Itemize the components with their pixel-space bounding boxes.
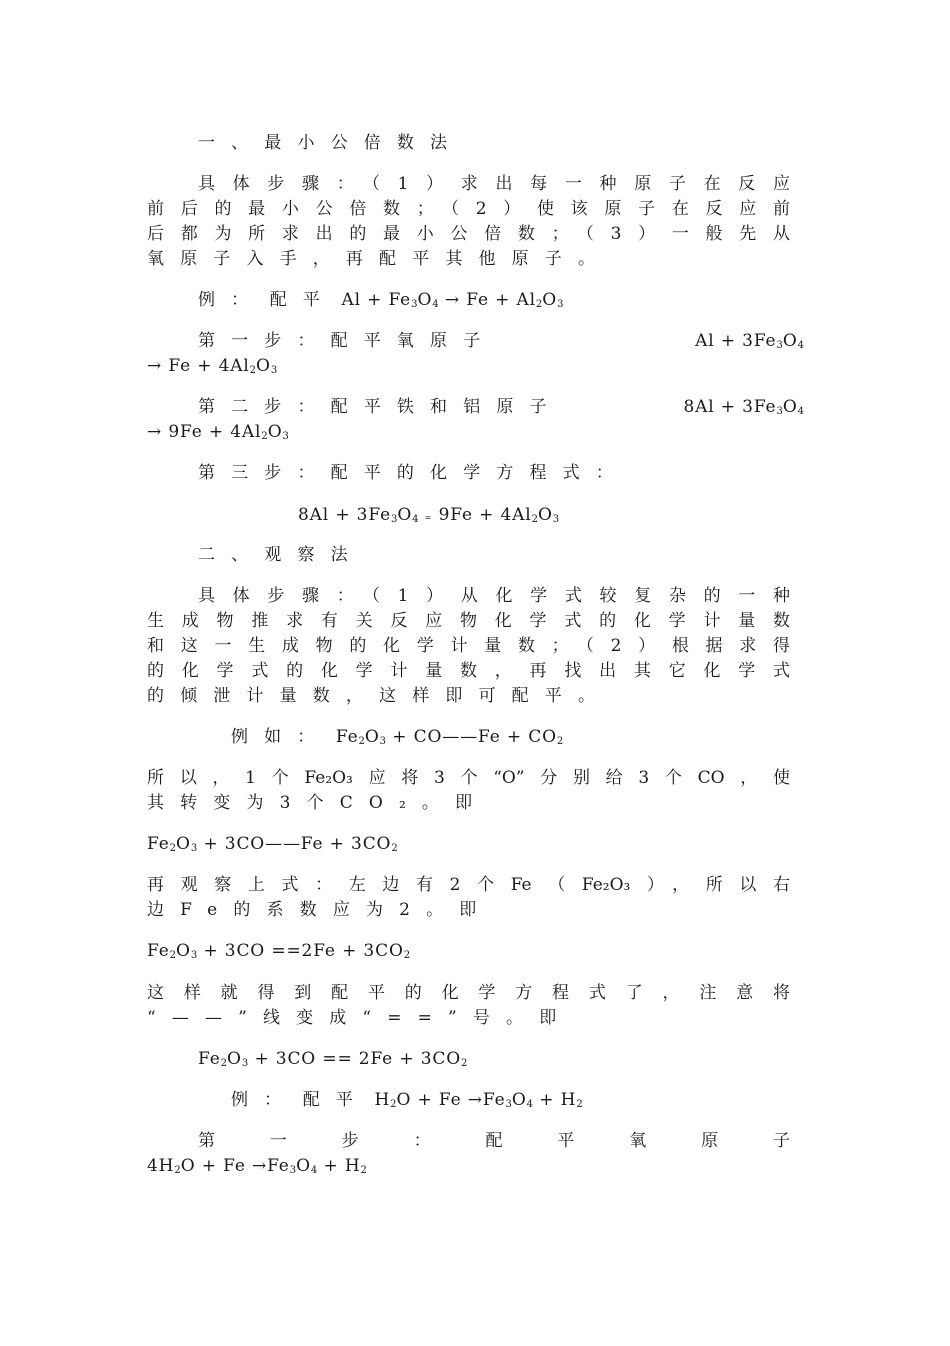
method2-example (231, 725, 731, 754)
method2-para3-line-2: “——”线变成“==”号。即 (147, 1008, 573, 1028)
example-text: 配平 (302, 1090, 370, 1110)
example-label: 例： (231, 1090, 298, 1110)
method2-steps-line-5: 的倾泄计量数，这样即可配平。 (147, 686, 612, 706)
method2-equation-3: $Fe_2O_3 + 3CO == 2Fe + 3CO_2$ (198, 1049, 468, 1069)
equation: $Fe_2O_3$ + CO——Fe + $CO_2$ (335, 727, 564, 747)
method1-step1 (198, 329, 804, 354)
example-text: 配平 (269, 290, 337, 310)
equation: $H_2O + Fe \to Fe_3O_4 + H_2$ (374, 1090, 583, 1110)
method2-steps-line-4: 的化学式的化学计量数，再找出其它化学式 (147, 661, 790, 681)
method1-steps-line-2: 前后的最小公倍数；（2）使该原子在反应前 (147, 199, 790, 219)
method1-step3: 第三步：配平的化学方程式： (198, 463, 629, 483)
method2-para3-line-1: 这样就得到配平的化学方程式了，注意将 (147, 983, 790, 1003)
method2-steps-line-1: 具体步骤：（1）从化学式较复杂的一种 (198, 586, 790, 606)
method2-para2-line-2: 边Fe的系数应为2。即 (147, 900, 493, 920)
method1-heading: 一、最小公倍数法 (198, 133, 464, 153)
method1-step2-equation-cont: → $9Fe + 4Al_2O_3$ (147, 422, 289, 442)
method2-steps-line-2: 生成物推求有关反应物化学式的化学计量数 (147, 611, 790, 631)
method1-steps-line-1: 具体步骤：（1）求出每一种原子在反应 (198, 174, 790, 194)
step-label: 第二步：配平铁和铝原子 (198, 397, 563, 417)
method1-example (198, 288, 790, 317)
step-label: 第一步：配平氧原子 (198, 331, 497, 351)
method2-step1-equation: $4H_2O + Fe \to Fe_3O_4 + H_2$ (147, 1156, 367, 1176)
method1-steps-line-4: 氧原子入手，再配平其他原子。 (147, 249, 612, 269)
equation: $Al + Fe_3O_4 \to Fe + Al_2O_3$ (341, 290, 564, 310)
method1-steps-line-3: 后都为所求出的最小公倍数；（3）一般先从 (147, 224, 790, 244)
method1-final-equation: $8Al + 3Fe_3O_4 = 9Fe + 4Al_2O_3$ (298, 505, 560, 525)
example-label: 例如： (231, 727, 331, 747)
method2-equation-2: $Fe_2O_3 + 3CO ==2Fe + 3CO_2$ (147, 941, 411, 961)
example-label: 例： (198, 290, 265, 310)
method2-steps-line-3: 和这一生成物的化学计量数；（2）根据求得 (147, 636, 790, 656)
method2-example-2 (231, 1088, 731, 1117)
method2-step1: 第一步：配平氧原子 (198, 1131, 790, 1151)
method1-step2 (198, 395, 804, 420)
equation: $8Al + 3Fe_3O_4$ (683, 397, 804, 417)
method1-step1-equation-cont: → $Fe + 4Al_2O_3$ (147, 356, 278, 376)
method2-heading: 二、观察法 (198, 545, 364, 565)
method2-para2-line-1: 再观察上式：左边有2个Fe（Fe₂O₃），所以右 (147, 875, 790, 895)
method2-equation-1: $Fe_2O_3$ + 3CO——Fe + $3CO_2$ (147, 834, 398, 854)
equation: $Al + 3Fe_3O_4$ (695, 331, 804, 351)
method2-para1-line-2: 其转变为3个CO₂。即 (147, 793, 489, 813)
method2-para1-line-1: 所以，1个Fe₂O₃应将3个“O”分别给3个CO，使 (147, 768, 790, 788)
